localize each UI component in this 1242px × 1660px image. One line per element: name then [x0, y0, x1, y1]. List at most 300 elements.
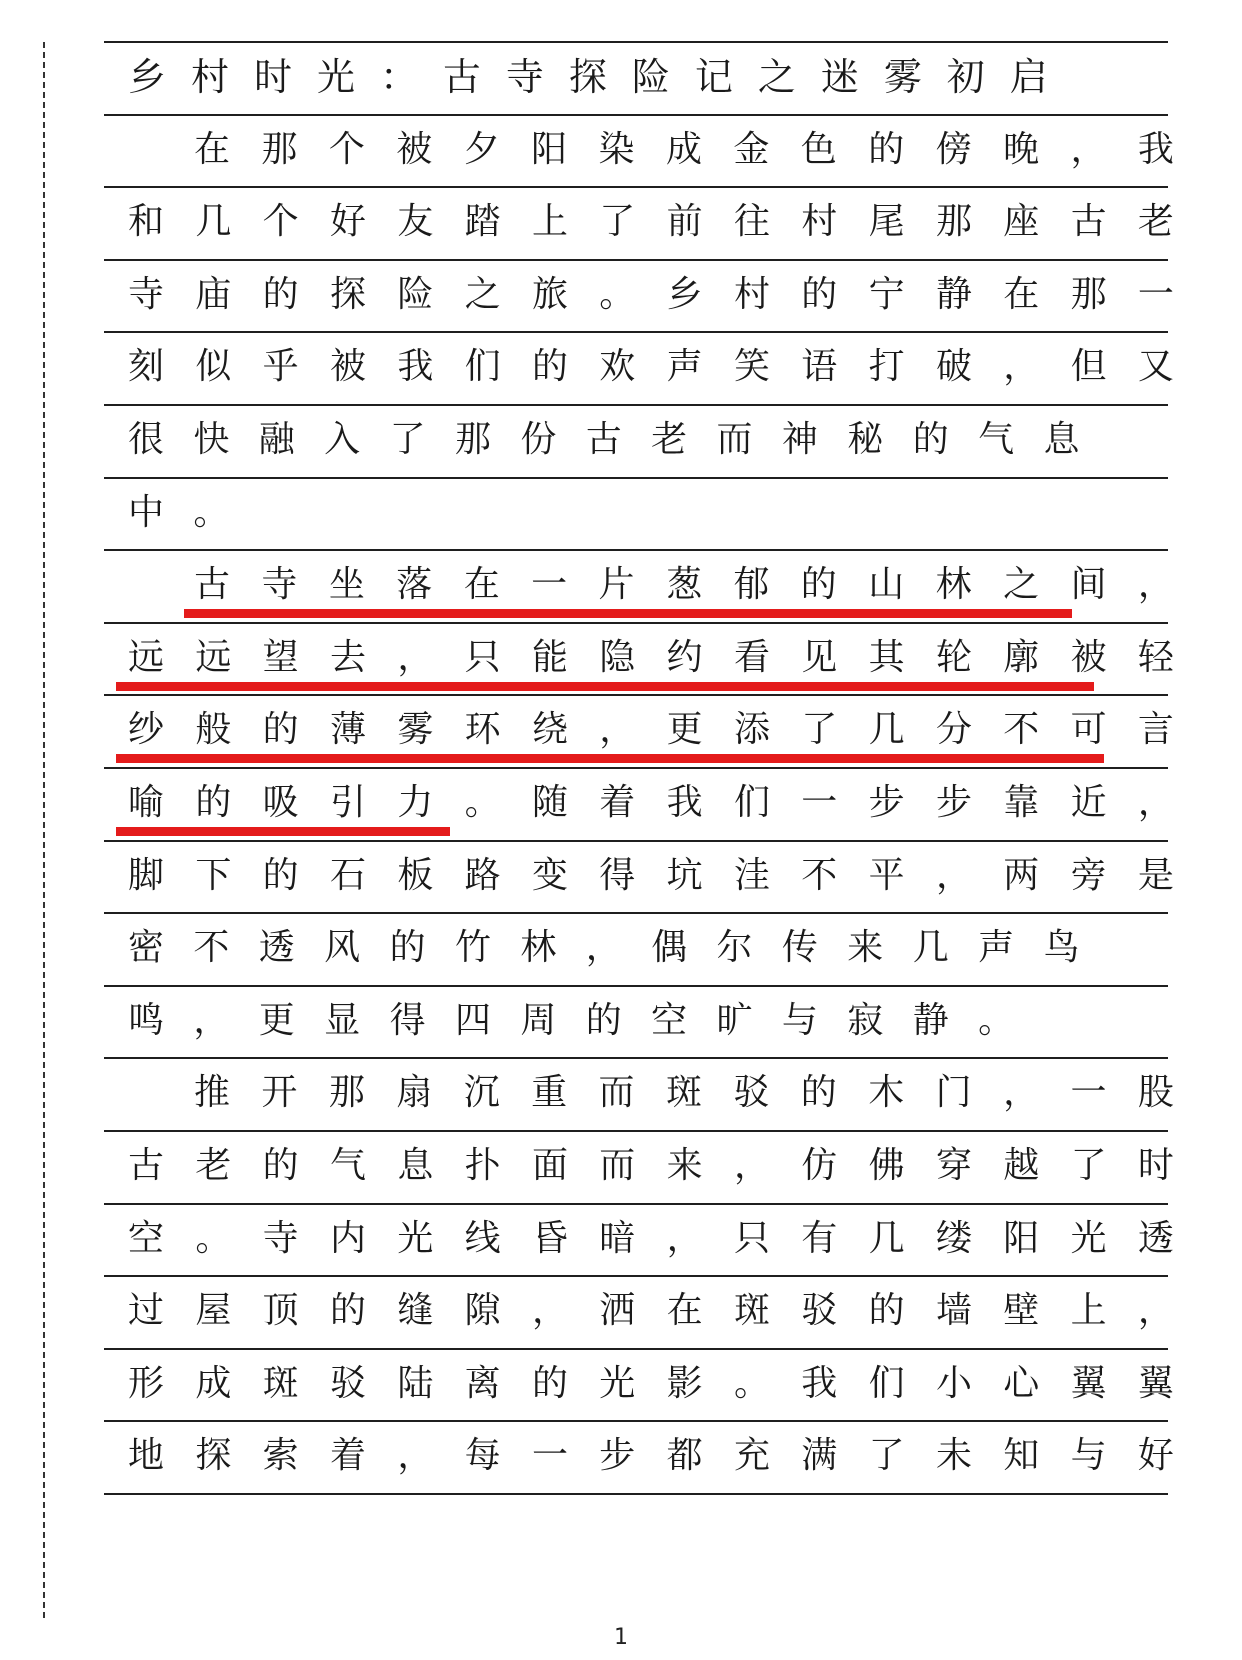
- glyph: 的: [800, 1072, 837, 1114]
- glyph: 不: [1003, 709, 1040, 751]
- red-underline: [116, 827, 450, 836]
- glyph: 尔: [716, 927, 753, 969]
- glyph: 寺: [261, 564, 298, 606]
- glyph: 偶: [651, 927, 688, 969]
- ruled-line: [104, 1420, 1168, 1422]
- glyph: 一: [801, 782, 838, 823]
- text-line: [128, 267, 1174, 323]
- glyph: 。: [193, 491, 230, 533]
- glyph: 着: [599, 782, 636, 823]
- ruled-line: [104, 840, 1168, 842]
- glyph: 入: [324, 419, 361, 460]
- glyph: 坐: [328, 564, 365, 606]
- glyph: 鸟: [1043, 927, 1080, 969]
- glyph: 来: [847, 927, 884, 969]
- ruled-line: [104, 114, 1168, 116]
- glyph: 打: [868, 346, 905, 388]
- glyph: 雾: [883, 55, 922, 99]
- glyph: 。: [733, 1362, 770, 1404]
- glyph: 寺: [505, 55, 544, 99]
- glyph: 好: [1137, 1435, 1174, 1477]
- glyph: 薄: [329, 709, 366, 751]
- glyph: 每: [464, 1435, 501, 1477]
- glyph: 声: [978, 927, 1015, 969]
- glyph: 屋: [195, 1290, 232, 1332]
- glyph: 探: [568, 55, 607, 99]
- glyph: 尾: [868, 201, 905, 243]
- glyph: 随: [531, 782, 568, 823]
- glyph: 透: [1137, 1217, 1174, 1259]
- glyph: 光: [1070, 1217, 1107, 1259]
- glyph: 金: [733, 128, 770, 170]
- glyph: 佛: [868, 1145, 905, 1186]
- glyph: 风: [324, 927, 361, 969]
- glyph: 是: [1137, 854, 1174, 896]
- glyph: 光: [599, 1362, 636, 1404]
- glyph: 前: [666, 201, 703, 243]
- glyph: 的: [868, 128, 905, 170]
- glyph: 气: [978, 419, 1015, 460]
- glyph: 几: [912, 927, 949, 969]
- glyph: 洒: [599, 1290, 636, 1332]
- glyph: 远: [128, 636, 165, 678]
- ruled-line: [104, 985, 1168, 987]
- glyph: 古: [585, 419, 622, 460]
- glyph: ，: [1003, 1072, 1040, 1114]
- glyph: 老: [651, 419, 688, 460]
- glyph: 的: [531, 1362, 568, 1404]
- glyph: 的: [262, 1145, 299, 1186]
- glyph: 晚: [1003, 128, 1040, 170]
- glyph: 四: [454, 999, 491, 1041]
- glyph: 一: [531, 1435, 568, 1477]
- glyph: 中: [128, 491, 165, 533]
- text-line: [128, 485, 1174, 541]
- glyph: 乡: [128, 55, 167, 99]
- glyph: 古: [128, 1145, 165, 1186]
- ruled-line: [104, 549, 1168, 551]
- glyph: 。: [978, 999, 1015, 1041]
- glyph: 息: [1043, 419, 1080, 460]
- glyph: 一: [1070, 1072, 1107, 1114]
- glyph: 引: [329, 782, 366, 823]
- glyph: 了: [599, 201, 636, 243]
- glyph: 周: [520, 999, 557, 1041]
- glyph: 扇: [396, 1072, 433, 1114]
- glyph: 雾: [397, 709, 434, 751]
- glyph: 推: [194, 1072, 231, 1114]
- glyph: 老: [1137, 201, 1174, 243]
- glyph: 言: [1137, 709, 1174, 751]
- text-line: [128, 194, 1174, 250]
- glyph: 驳: [733, 1072, 770, 1114]
- text-line: [128, 339, 1174, 395]
- glyph: 脚: [128, 854, 165, 896]
- glyph: 林: [935, 564, 972, 606]
- glyph: 一: [1137, 273, 1174, 315]
- glyph: 那: [454, 419, 491, 460]
- glyph: 的: [800, 564, 837, 606]
- glyph: 古: [442, 55, 481, 99]
- glyph: 旷: [716, 999, 753, 1041]
- glyph: 空: [651, 999, 688, 1041]
- glyph: 穿: [935, 1145, 972, 1186]
- red-underline: [116, 682, 1094, 691]
- glyph: 斑: [665, 1072, 702, 1114]
- glyph: 索: [262, 1435, 299, 1477]
- glyph: 语: [801, 346, 838, 388]
- glyph: 险: [631, 55, 670, 99]
- glyph: 鸣: [128, 999, 165, 1041]
- glyph: 变: [531, 854, 568, 896]
- text-line: [128, 1138, 1174, 1194]
- glyph: 破: [935, 346, 972, 388]
- glyph: 染: [598, 128, 635, 170]
- glyph: 越: [1003, 1145, 1040, 1186]
- glyph: ，: [531, 1290, 568, 1332]
- glyph: 的: [195, 782, 232, 823]
- glyph: 不: [193, 927, 230, 969]
- glyph: 了: [868, 1435, 905, 1477]
- glyph: 的: [585, 999, 622, 1041]
- glyph: 步: [935, 782, 972, 823]
- glyph: 不: [801, 854, 838, 896]
- glyph: 只: [733, 1217, 770, 1259]
- ruled-line: [104, 186, 1168, 188]
- glyph: 线: [464, 1217, 501, 1259]
- glyph: 下: [195, 854, 232, 896]
- glyph: 声: [666, 346, 703, 388]
- glyph: ，: [599, 709, 636, 751]
- glyph: 望: [262, 636, 299, 678]
- glyph: 上: [531, 201, 568, 243]
- glyph: 宁: [868, 273, 905, 315]
- glyph: 好: [329, 201, 366, 243]
- glyph: 两: [1003, 854, 1040, 896]
- glyph: 得: [599, 854, 636, 896]
- glyph: 老: [195, 1145, 232, 1186]
- glyph: 古: [1070, 201, 1107, 243]
- glyph: 可: [1070, 709, 1107, 751]
- glyph: 村: [733, 273, 770, 315]
- glyph: 传: [781, 927, 818, 969]
- glyph: 廓: [1003, 636, 1040, 678]
- glyph: 都: [666, 1435, 703, 1477]
- glyph: 来: [666, 1145, 703, 1186]
- glyph: 旁: [1070, 854, 1107, 896]
- text-line: [128, 920, 1174, 976]
- glyph: 静: [935, 273, 972, 315]
- glyph: 山: [868, 564, 905, 606]
- glyph: 郁: [733, 564, 770, 606]
- text-line: [194, 122, 1174, 178]
- glyph: 轻: [1137, 636, 1174, 678]
- glyph: 我: [397, 346, 434, 388]
- glyph: 斑: [262, 1362, 299, 1404]
- glyph: 险: [397, 273, 434, 315]
- glyph: 与: [781, 999, 818, 1041]
- glyph: 远: [195, 636, 232, 678]
- glyph: 透: [258, 927, 295, 969]
- glyph: 似: [195, 346, 232, 388]
- glyph: 纱: [128, 709, 165, 751]
- glyph: 满: [801, 1435, 838, 1477]
- glyph: 的: [868, 1290, 905, 1332]
- text-line: [128, 702, 1174, 758]
- glyph: 几: [868, 709, 905, 751]
- glyph: 环: [464, 709, 501, 751]
- glyph: 启: [1009, 55, 1048, 99]
- glyph: 重: [531, 1072, 568, 1114]
- glyph: 洼: [733, 854, 770, 896]
- glyph: 影: [666, 1362, 703, 1404]
- glyph: 寺: [262, 1217, 299, 1259]
- glyph: 静: [912, 999, 949, 1041]
- glyph: 和: [128, 201, 165, 243]
- glyph: 片: [598, 564, 635, 606]
- glyph: 之: [1003, 564, 1040, 606]
- ruled-line: [104, 259, 1168, 261]
- ruled-line: [104, 767, 1168, 769]
- glyph: 缝: [397, 1290, 434, 1332]
- glyph: 那: [1070, 273, 1107, 315]
- glyph: 的: [329, 1290, 366, 1332]
- glyph: 着: [329, 1435, 366, 1477]
- ruled-line: [104, 622, 1168, 624]
- glyph: ：: [379, 55, 418, 99]
- glyph: 未: [935, 1435, 972, 1477]
- glyph: 寺: [128, 273, 165, 315]
- glyph: 那: [328, 1072, 365, 1114]
- glyph: 路: [464, 854, 501, 896]
- glyph: 得: [389, 999, 426, 1041]
- glyph: 色: [800, 128, 837, 170]
- glyph: 我: [801, 1362, 838, 1404]
- glyph: 其: [868, 636, 905, 678]
- glyph: 几: [195, 201, 232, 243]
- glyph: 过: [128, 1290, 165, 1332]
- glyph: 离: [464, 1362, 501, 1404]
- glyph: 分: [935, 709, 972, 751]
- ruled-line: [104, 912, 1168, 914]
- glyph: 步: [599, 1435, 636, 1477]
- glyph: 上: [1070, 1290, 1107, 1332]
- glyph: 平: [868, 854, 905, 896]
- glyph: 们: [464, 346, 501, 388]
- red-underline: [116, 754, 1104, 763]
- glyph: 寂: [847, 999, 884, 1041]
- glyph: 光: [316, 55, 355, 99]
- glyph: 去: [329, 636, 366, 678]
- glyph: ，: [1070, 128, 1107, 170]
- glyph: 的: [801, 273, 838, 315]
- glyph: 竹: [454, 927, 491, 969]
- glyph: 小: [935, 1362, 972, 1404]
- glyph: 们: [868, 1362, 905, 1404]
- glyph: ，: [733, 1145, 770, 1186]
- glyph: 门: [935, 1072, 972, 1114]
- glyph: ，: [397, 1435, 434, 1477]
- glyph: 的: [389, 927, 426, 969]
- glyph: 驳: [329, 1362, 366, 1404]
- ruled-line: [104, 1493, 1168, 1495]
- ruled-line: [104, 1275, 1168, 1277]
- glyph: ，: [585, 927, 622, 969]
- glyph: 地: [128, 1435, 165, 1477]
- glyph: 个: [328, 128, 365, 170]
- glyph: 古: [194, 564, 231, 606]
- glyph: 显: [324, 999, 361, 1041]
- glyph: 时: [1137, 1145, 1174, 1186]
- glyph: 林: [520, 927, 557, 969]
- glyph: 乡: [666, 273, 703, 315]
- glyph: 秘: [847, 419, 884, 460]
- glyph: 成: [195, 1362, 232, 1404]
- glyph: 坑: [666, 854, 703, 896]
- glyph: 木: [868, 1072, 905, 1114]
- glyph: 很: [128, 419, 165, 460]
- glyph: 近: [1070, 782, 1107, 823]
- glyph: 我: [666, 782, 703, 823]
- ruled-line: [104, 404, 1168, 406]
- glyph: 轮: [935, 636, 972, 678]
- glyph: ，: [1137, 564, 1174, 606]
- text-line: [128, 1428, 1174, 1484]
- glyph: 添: [733, 709, 770, 751]
- glyph: 知: [1003, 1435, 1040, 1477]
- glyph: 座: [1003, 201, 1040, 243]
- glyph: 融: [258, 419, 295, 460]
- ruled-line: [104, 331, 1168, 333]
- ruled-line: [104, 694, 1168, 696]
- glyph: 绕: [531, 709, 568, 751]
- glyph: ，: [1137, 1290, 1174, 1332]
- glyph: 个: [262, 201, 299, 243]
- glyph: 时: [253, 55, 292, 99]
- glyph: 缕: [935, 1217, 972, 1259]
- glyph: 神: [781, 419, 818, 460]
- glyph: ，: [1003, 346, 1040, 388]
- margin-dashed-line: [43, 42, 45, 1618]
- glyph: 我: [1137, 128, 1174, 170]
- glyph: 的: [262, 273, 299, 315]
- glyph: 约: [666, 636, 703, 678]
- glyph: 壁: [1003, 1290, 1040, 1332]
- text-line: [128, 1356, 1174, 1412]
- page-number: 1: [614, 1625, 628, 1650]
- glyph: 村: [190, 55, 229, 99]
- text-line: [194, 557, 1174, 613]
- glyph: 形: [128, 1362, 165, 1404]
- text-line: [128, 412, 1174, 468]
- glyph: 初: [946, 55, 985, 99]
- glyph: ，: [935, 854, 972, 896]
- glyph: 斑: [733, 1290, 770, 1332]
- glyph: 驳: [801, 1290, 838, 1332]
- glyph: 沉: [463, 1072, 500, 1114]
- glyph: 力: [397, 782, 434, 823]
- glyph: 空: [128, 1217, 165, 1259]
- glyph: 旅: [531, 273, 568, 315]
- glyph: 气: [329, 1145, 366, 1186]
- glyph: 翼: [1137, 1362, 1174, 1404]
- glyph: 间: [1070, 564, 1107, 606]
- glyph: 夕: [463, 128, 500, 170]
- glyph: 们: [733, 782, 770, 823]
- glyph: 墙: [935, 1290, 972, 1332]
- glyph: 暗: [599, 1217, 636, 1259]
- glyph: 内: [329, 1217, 366, 1259]
- glyph: 成: [665, 128, 702, 170]
- text-line: [194, 1065, 1174, 1121]
- glyph: ，: [1137, 782, 1174, 823]
- glyph: 被: [396, 128, 433, 170]
- glyph: 落: [396, 564, 433, 606]
- text-line: [128, 1211, 1174, 1267]
- glyph: 份: [520, 419, 557, 460]
- glyph: 被: [329, 346, 366, 388]
- glyph: 充: [733, 1435, 770, 1477]
- glyph: 见: [801, 636, 838, 678]
- glyph: 探: [195, 1435, 232, 1477]
- glyph: 。: [195, 1217, 232, 1259]
- glyph: 在: [194, 128, 231, 170]
- glyph: 村: [801, 201, 838, 243]
- glyph: 傍: [935, 128, 972, 170]
- text-line: [128, 775, 1174, 831]
- glyph: 能: [531, 636, 568, 678]
- glyph: 迷: [820, 55, 859, 99]
- glyph: 一: [531, 564, 568, 606]
- ruled-line: [104, 1057, 1168, 1059]
- glyph: 昏: [531, 1217, 568, 1259]
- text-line: [128, 1283, 1174, 1339]
- glyph: 之: [757, 55, 796, 99]
- glyph: 探: [329, 273, 366, 315]
- document-title: [128, 49, 1048, 105]
- glyph: 。: [464, 782, 501, 823]
- glyph: 而: [599, 1145, 636, 1186]
- glyph: 但: [1070, 346, 1107, 388]
- glyph: 密: [128, 927, 165, 969]
- glyph: 翼: [1070, 1362, 1107, 1404]
- glyph: 欢: [599, 346, 636, 388]
- glyph: 隐: [599, 636, 636, 678]
- glyph: 有: [801, 1217, 838, 1259]
- glyph: 陆: [397, 1362, 434, 1404]
- glyph: 般: [195, 709, 232, 751]
- glyph: 仿: [801, 1145, 838, 1186]
- glyph: 而: [598, 1072, 635, 1114]
- glyph: 而: [716, 419, 753, 460]
- glyph: 往: [733, 201, 770, 243]
- glyph: 的: [531, 346, 568, 388]
- glyph: 息: [397, 1145, 434, 1186]
- glyph: 的: [262, 709, 299, 751]
- glyph: 几: [868, 1217, 905, 1259]
- glyph: 扑: [464, 1145, 501, 1186]
- glyph: 刻: [128, 346, 165, 388]
- text-line: [128, 993, 1174, 1049]
- glyph: 踏: [464, 201, 501, 243]
- glyph: 那: [261, 128, 298, 170]
- glyph: 心: [1003, 1362, 1040, 1404]
- glyph: 了: [801, 709, 838, 751]
- glyph: 乎: [262, 346, 299, 388]
- glyph: 更: [258, 999, 295, 1041]
- glyph: 的: [912, 419, 949, 460]
- glyph: 。: [599, 273, 636, 315]
